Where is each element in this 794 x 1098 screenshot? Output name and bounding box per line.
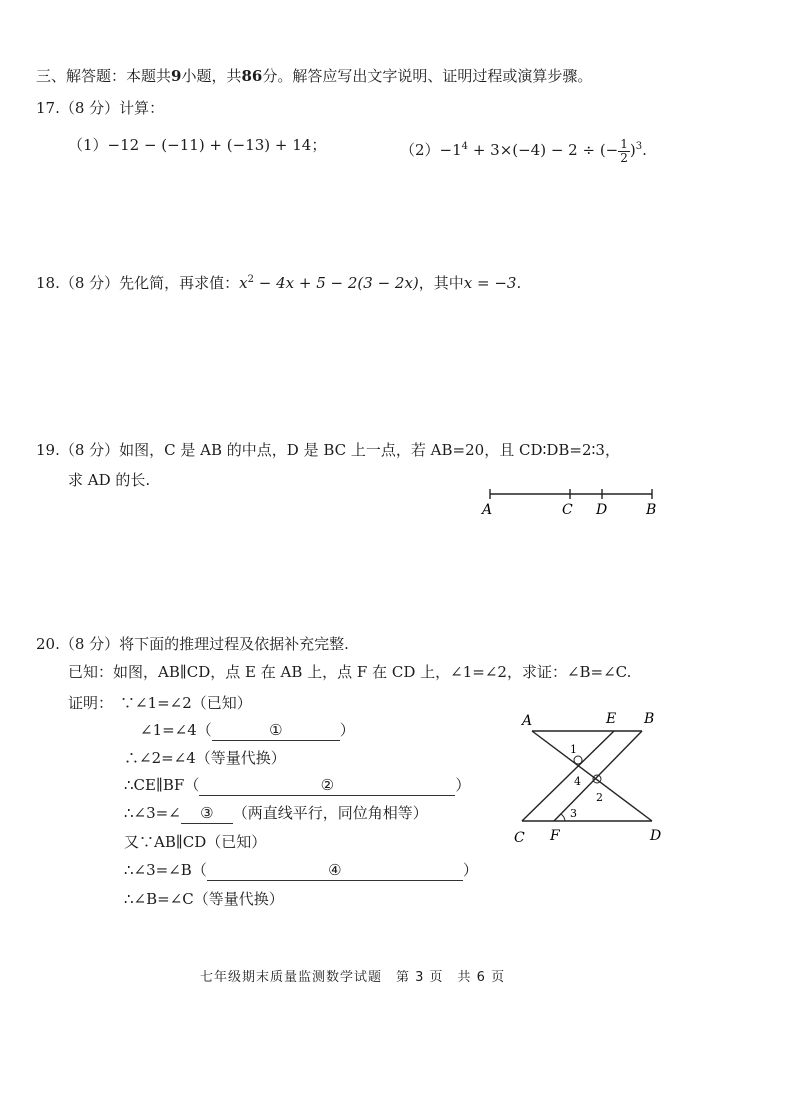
angle-4-label: 4 bbox=[574, 775, 581, 788]
point-b-label: B bbox=[646, 502, 657, 518]
blank-1[interactable]: ① bbox=[212, 720, 340, 741]
proof-line-6: 又∵AB∥CD（已知） bbox=[124, 833, 267, 851]
q17-part1-label: （1） bbox=[68, 136, 108, 154]
angle-1-label: 1 bbox=[570, 743, 577, 756]
proof-line-4 bbox=[124, 775, 470, 796]
section-heading-tail: 分。解答应写出文字说明、证明过程或演算步骤。 bbox=[262, 67, 593, 85]
angle-2-label: 2 bbox=[596, 791, 603, 804]
q18-text: 18.（8 分）先化简，再求值： bbox=[36, 274, 240, 292]
q17-fraction-numerator: 1 bbox=[620, 136, 628, 151]
label-f: F bbox=[550, 828, 560, 844]
q20-parallel-figure bbox=[510, 705, 680, 850]
proof-line-7 bbox=[124, 860, 478, 881]
q17-part2 bbox=[400, 133, 647, 165]
q17-part2-a: −1 bbox=[439, 141, 462, 159]
label-a: A bbox=[522, 713, 533, 729]
page-footer: 七年级期末质量监测数学试题 第 3 页 共 6 页 bbox=[200, 970, 506, 985]
q17-fraction bbox=[618, 138, 630, 165]
q17-part1 bbox=[68, 135, 326, 155]
q17-part2-c: ) bbox=[629, 141, 636, 159]
proof-line-2 bbox=[140, 720, 355, 741]
q17-part1-expression: −12 − (−11) + (−13) + 14； bbox=[107, 136, 327, 154]
q18-text2: ，其中 bbox=[418, 274, 464, 292]
point-a-label: A bbox=[482, 502, 493, 518]
q17-part2-end: . bbox=[642, 141, 647, 159]
proof-line-1: ∵∠1=∠2（已知） bbox=[120, 694, 252, 712]
line-ad bbox=[532, 731, 652, 821]
proof-line-4-a: ∴CE∥BF（ bbox=[124, 776, 200, 794]
q20-heading: 20.（8 分）将下面的推理过程及依据补充完整. bbox=[36, 635, 349, 653]
blank-4[interactable]: ④ bbox=[207, 860, 463, 881]
q18-end: . bbox=[516, 274, 522, 292]
proof-line-4-b: ） bbox=[455, 776, 471, 794]
proof-line-5-a: ∴∠3=∠ bbox=[124, 804, 181, 822]
blank-2[interactable]: ② bbox=[199, 775, 455, 796]
angle-3-label: 3 bbox=[570, 807, 577, 820]
label-c: C bbox=[514, 830, 525, 846]
proof-line-8: ∴∠B=∠C（等量代换） bbox=[124, 890, 284, 908]
q17-heading: 17.（8 分）计算： bbox=[36, 99, 165, 117]
proof-line-7-a: ∴∠3=∠B（ bbox=[124, 861, 207, 879]
question-count: 9 bbox=[171, 67, 182, 85]
angle-1-mark bbox=[574, 756, 582, 764]
q17-part2-c-exponent: 3 bbox=[635, 141, 643, 152]
point-c-label: C bbox=[562, 502, 573, 518]
angle-3-mark bbox=[561, 814, 565, 821]
section-heading bbox=[36, 66, 592, 86]
proof-line-2-b: ） bbox=[339, 721, 355, 739]
total-score: 86 bbox=[241, 67, 263, 85]
q20-given: 已知：如图，AB∥CD，点 E 在 AB 上，点 F 在 CD 上，∠1=∠2，求证：∠B=∠C. bbox=[68, 663, 632, 681]
section-heading-text: 三、解答题：本题共 bbox=[36, 67, 172, 85]
proof-line-3: ∴∠2=∠4（等量代换） bbox=[124, 749, 286, 767]
proof-label: 证明： bbox=[68, 694, 114, 712]
q19-line1: 19.（8 分）如图，C 是 AB 的中点，D 是 BC 上一点，若 AB=20，且 CD∶DB=2∶3， bbox=[36, 441, 620, 459]
label-b: B bbox=[644, 711, 655, 727]
q17-fraction-denominator: 2 bbox=[620, 150, 628, 165]
q18-line bbox=[36, 270, 521, 293]
q18-condition: x = −3 bbox=[463, 274, 517, 292]
q18-expr-b: − 4x + 5 − 2(3 − 2x) bbox=[254, 274, 419, 292]
proof-line-5 bbox=[124, 803, 428, 824]
q18-expr-exponent: 2 bbox=[247, 274, 255, 285]
blank-3[interactable]: ③ bbox=[181, 803, 233, 824]
label-d: D bbox=[650, 828, 662, 844]
section-heading-mid: 小题，共 bbox=[181, 67, 242, 85]
proof-line-5-b: （两直线平行，同位角相等） bbox=[232, 804, 428, 822]
proof-line-7-b: ） bbox=[462, 861, 478, 879]
q19-segment-figure bbox=[470, 482, 670, 522]
q19-line2: 求 AD 的长. bbox=[68, 471, 151, 489]
q18-expr-a: x bbox=[239, 274, 248, 292]
q17-part2-label: （2） bbox=[400, 141, 440, 159]
proof-line-2-a: ∠1=∠4（ bbox=[140, 721, 212, 739]
q17-part2-a-exponent: 4 bbox=[461, 141, 469, 152]
point-d-label: D bbox=[596, 502, 608, 518]
label-e: E bbox=[606, 711, 617, 727]
q17-part2-b: + 3×(−4) − 2 ÷ (− bbox=[468, 141, 619, 159]
